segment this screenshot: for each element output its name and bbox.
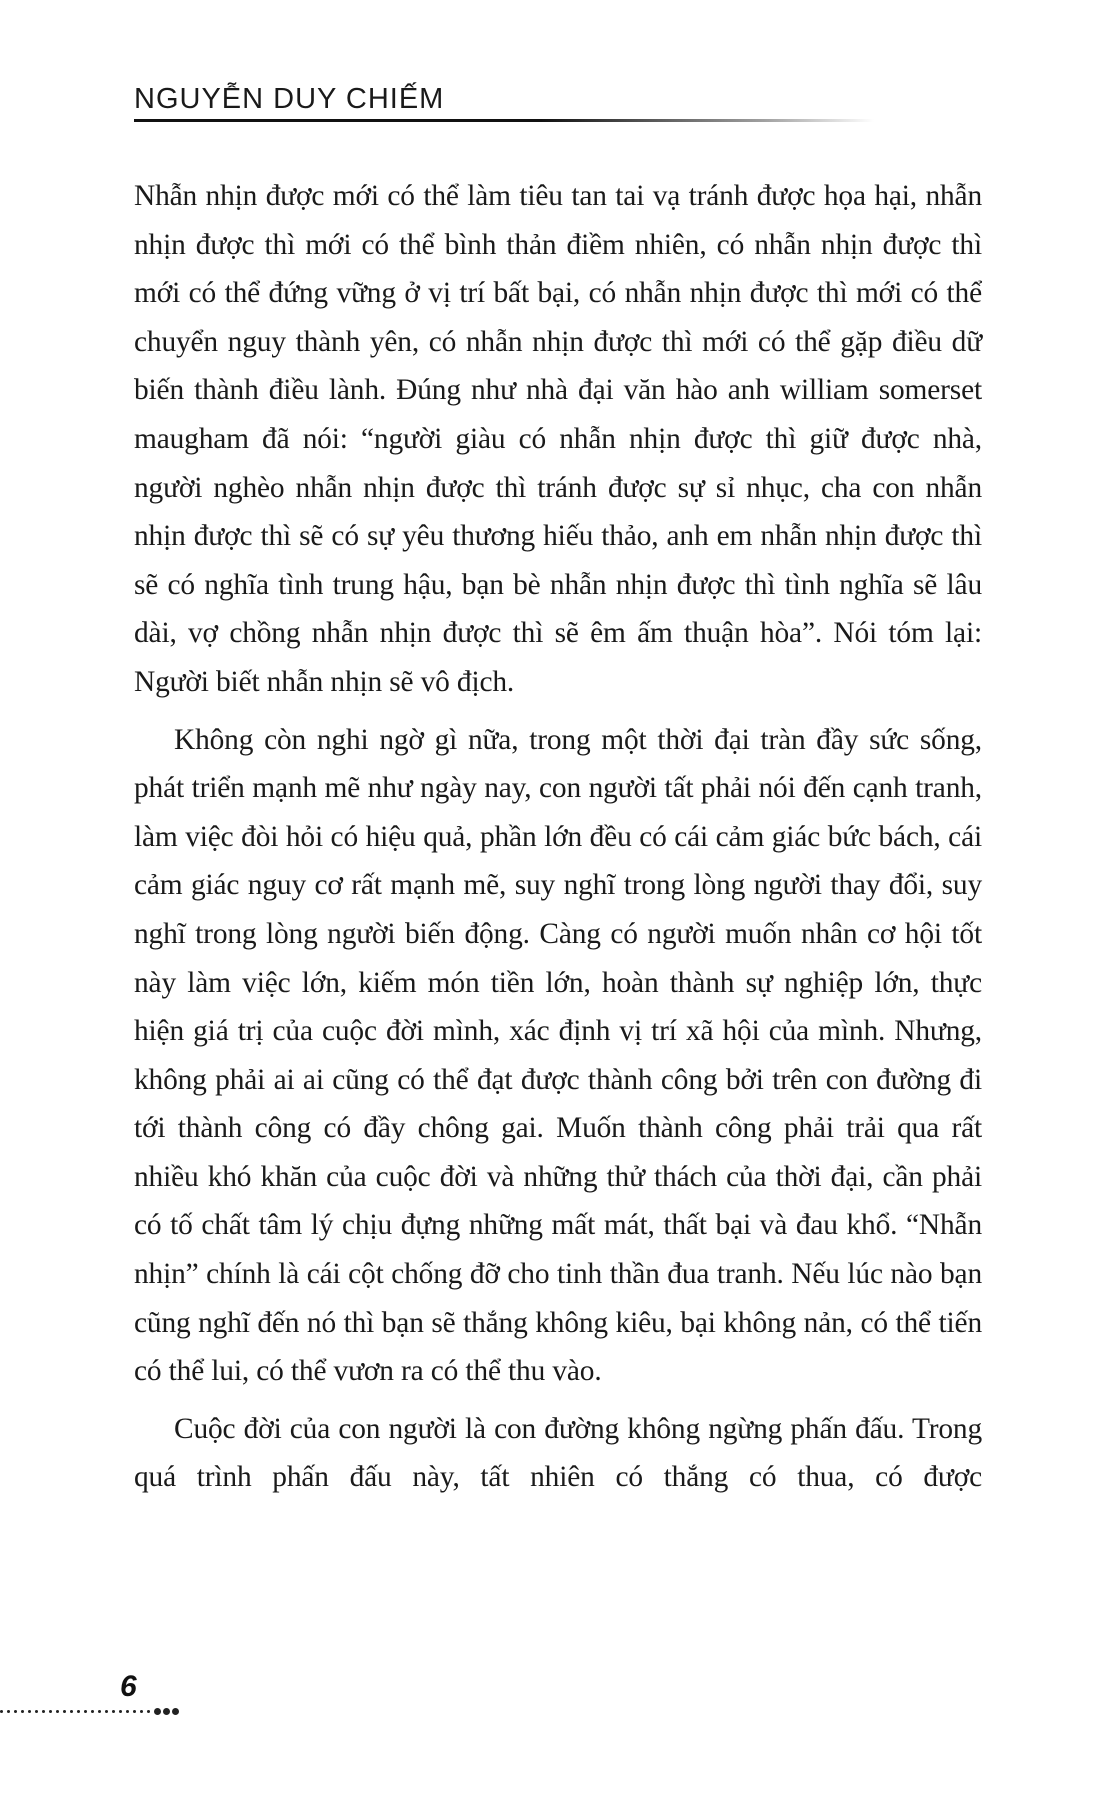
header-rule [134,119,874,122]
paragraph-1: Nhẫn nhịn được mới có thể làm tiêu tan tai vạ tránh được họa hại, nhẫn nhịn được thì mới có thể bình thản điềm nhiên, có nhẫn nhịn được thì mới có thể đứng vững ở vị trí bất bại, có nhẫn nhịn được thì mới có thể chuyển nguy thành yên, có nhẫn nhịn được thì mới có thể gặp điều dữ biến thành điều lành. Đúng như nhà đại văn hào anh william somerset maugham đã nói: “người giàu có nhẫn nhịn được thì giữ được nhà, người nghèo nhẫn nhịn được thì tránh được sự sỉ nhục, cha con nhẫn nhịn được thì sẽ có sự yêu thương hiếu thảo, anh em nhẫn nhịn được thì sẽ có nghĩa tình trung hậu, bạn bè nhẫn nhịn được thì tình nghĩa sẽ lâu dài, vợ chồng nhẫn nhịn được thì sẽ êm ấm thuận hòa”. Nói tóm lại: Người biết nhẫn nhịn sẽ vô địch. [134,180,982,698]
paragraph-3: Cuộc đời của con người là con đường không ngừng phấn đấu. Trong quá trình phấn đấu này, tất nhiên có thắng có thua, có được [134,1412,982,1494]
footer-dotted-line [0,1708,181,1715]
body-text [134,172,982,1511]
paragraph-2: Không còn nghi ngờ gì nữa, trong một thời đại tràn đầy sức sống, phát triển mạnh mẽ như ngày nay, con người tất phải nói đến cạnh tranh, làm việc đòi hỏi có hiệu quả, phần lớn đều có cái cảm giác bức bách, cái cảm giác nguy cơ rất mạnh mẽ, suy nghĩ trong lòng người thay đổi, suy nghĩ trong lòng người biến động. Càng có người muốn nhân cơ hội tốt này làm việc lớn, kiếm món tiền lớn, hoàn thành sự nghiệp lớn, thực hiện giá trị của cuộc đời mình, xác định vị trí xã hội của mình. Nhưng, không phải ai ai cũng có thể đạt được thành công bởi trên con đường đi tới thành công có đầy chông gai. Muốn thành công phải trải qua rất nhiều khó khăn của cuộc đời và những thử thách của thời đại, cần phải có tố chất tâm lý chịu đựng những mất mát, thất bại và đau khổ. “Nhẫn nhịn” chính là cái cột chống đỡ cho tinh thần đua tranh. Nếu lúc nào bạn cũng nghĩ đến nó thì bạn sẽ thắng không kiêu, bại không nản, có thể tiến có thể lui, có thể vươn ra có thể thu vào. [134,723,982,1388]
running-header [134,82,874,116]
page-footer [0,1670,300,1730]
header-author: NGUYỄN DUY CHIẾM [134,83,445,115]
page-number: 6 [120,1670,137,1703]
